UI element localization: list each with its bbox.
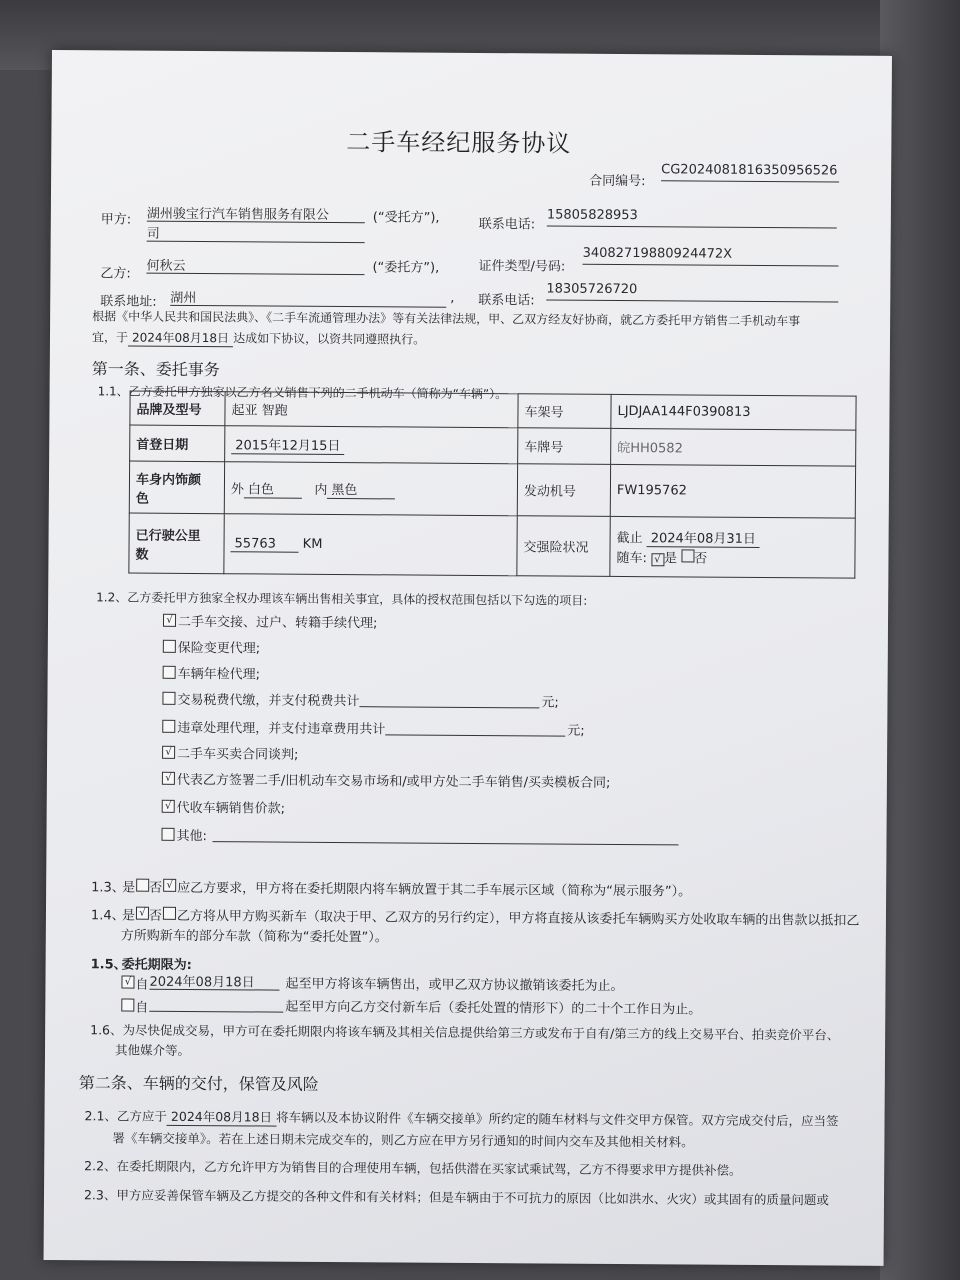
km-unit: KM — [302, 536, 323, 552]
km-label-2: 数 — [135, 547, 149, 563]
plate-label: 车牌号 — [518, 428, 611, 465]
authorization-checkbox[interactable] — [163, 666, 176, 679]
term-option-2-checkbox[interactable] — [121, 999, 134, 1012]
clause-1-4-no-checkbox[interactable] — [163, 907, 176, 920]
authorization-item-label: 违章处理代理，并支付违章费用共计 — [177, 720, 386, 738]
authorization-checkbox[interactable]: √ — [162, 772, 175, 785]
reg-value: 2015年12月15日 — [231, 434, 344, 455]
reg-label: 首登日期 — [130, 425, 225, 462]
intro-line1: 根据《中华人民共和国民法典》、《二手车流通管理办法》等有关法律法规，甲、乙双方经友好协商，就乙方委托甲方销售二手机动车事 — [92, 309, 801, 329]
km-value: 55763 — [231, 536, 299, 552]
intro-date: 2024年08月18日 — [128, 329, 233, 348]
intro-suffix: 达成如下协议，以资共同遵照执行。 — [233, 331, 426, 347]
ins-no-checkbox[interactable] — [681, 549, 694, 562]
clause-1-4-yes-checkbox[interactable]: √ — [136, 907, 149, 920]
party-a-name-line2: 司 — [147, 223, 365, 244]
ins-follow-label: 随车: — [616, 550, 647, 567]
party-b-phone-label: 联系电话: — [478, 292, 535, 309]
color-cell — [224, 462, 517, 516]
clause-1-3-no-checkbox[interactable]: √ — [163, 879, 176, 892]
insurance-cell — [610, 516, 855, 578]
term-option-1-date: 2024年08月18日 — [149, 971, 279, 991]
id-label: 证件类型/号码: — [478, 258, 566, 275]
authorization-item-label: 二手车交接、过户、转籍手续代理; — [177, 614, 378, 632]
clause-2-1-line2: 署《车辆交接单》。若在上述日期未完成交车的，则乙方应在甲方另行通知的时间内交车及其他相关材料。 — [112, 1130, 694, 1150]
color-label — [129, 461, 224, 514]
authorization-checkbox[interactable]: √ — [163, 614, 176, 627]
clause-1-3-yes: 是 — [122, 880, 136, 896]
authorization-checkbox[interactable]: √ — [162, 746, 175, 759]
contract-no: CG2024081816350956526 — [661, 162, 839, 182]
vin-value: LJDJAA144F0390813 — [611, 394, 856, 430]
amount-blank — [359, 688, 539, 708]
document-title: 二手车经纪服务协议 — [346, 128, 572, 158]
party-a-role: (“受托方”), — [372, 210, 440, 226]
contract-page — [44, 50, 892, 1266]
authorization-item-label: 代收车辆销售价款; — [176, 800, 286, 817]
ins-no-label: 否 — [694, 551, 708, 567]
id-number: 340827198809244​72X — [583, 246, 839, 267]
authorization-checkbox[interactable] — [163, 640, 176, 653]
intro-prefix: 宜，于 — [91, 330, 129, 345]
party-a-phone-label: 联系电话: — [478, 216, 536, 233]
amount-unit: 元; — [567, 723, 585, 739]
authorization-item-label: 车辆年检代理; — [177, 666, 261, 683]
km-label-1: 已行驶公里 — [135, 528, 201, 544]
authorization-item-label: 其他: — [176, 828, 207, 845]
km-cell — [224, 514, 517, 576]
reg-cell — [225, 426, 518, 464]
clause-2-2: 2.2、在委托期限内，乙方允许甲方为销售目的合理使用车辆，包括供潜在买家试乘试驾，乙方不得要求甲方提供补偿。 — [84, 1158, 742, 1178]
engine-value: FW195762 — [610, 464, 855, 518]
article-1-title: 第一条、委托事务 — [91, 359, 220, 380]
party-b-label: 乙方: — [100, 266, 131, 282]
article-2-title: 第二条、车辆的交付，保管及风险 — [78, 1073, 319, 1094]
clause-1-4-yes: 是 — [121, 908, 136, 924]
clause-2-1-text: 将车辆以及本协议附件《车辆交接单》所约定的随车材料与文件交甲方保管。双方完成交付后，应当签 — [276, 1109, 839, 1129]
clause-1-3-number: 1.3、 — [91, 880, 125, 896]
clause-1-2: 1.2、乙方委托甲方独家全权办理该车辆出售相关事宜，具体的授权范围包括以下勾选的项目: — [96, 590, 588, 608]
intro-line2 — [92, 328, 425, 348]
term-option-1-checkbox[interactable]: √ — [121, 976, 134, 989]
clause-1-4-no: 否 — [148, 908, 163, 924]
address-label: 联系地址: — [100, 294, 157, 310]
party-a-phone: 15805828953 — [547, 207, 837, 228]
table-row — [130, 425, 856, 466]
party-a-name-line1: 湖州骏宝行汽车销售服务有限公 — [147, 203, 365, 224]
insurance-label: 交强险状况 — [517, 516, 610, 577]
party-b-phone: 18305726720 — [546, 281, 838, 302]
term-option-1-text: 起至甲方将该车辆售出，或甲乙双方协议撤销该委托为止。 — [285, 976, 624, 995]
engine-label: 发动机号 — [517, 464, 610, 517]
clause-1-3-yes-checkbox[interactable] — [136, 879, 149, 892]
color-label-2: 色 — [135, 491, 149, 507]
authorization-item-label: 保险变更代理; — [177, 640, 261, 657]
clause-2-1-prefix: 2.1、乙方应于 — [84, 1108, 168, 1124]
address-comma: , — [450, 290, 455, 306]
table-row — [129, 461, 855, 518]
address: 湖州 — [170, 287, 446, 308]
term-option-1-prefix: 自 — [135, 977, 149, 993]
vin-label: 车架号 — [518, 394, 611, 429]
clause-1-6-line1: 1.6、为尽快促成交易，甲方可在委托期限内将该车辆及其相关信息提供给第三方或发布于自有/第三方的线上交易平台、拍卖竞价平台、 — [90, 1022, 840, 1043]
vehicle-table — [128, 391, 856, 579]
party-b-role: (“委托方”), — [372, 260, 440, 276]
authorization-checkbox[interactable] — [161, 828, 174, 841]
clause-1-1: 1.1、乙方委托甲方独家以乙方名义销售下列的二手机动车（简称为“车辆”）。 — [97, 384, 508, 402]
amount-unit: 元; — [541, 695, 559, 711]
party-b-name: 何秋云 — [146, 255, 364, 276]
clause-1-5-title: 委托期限为: — [121, 957, 192, 973]
ins-yes-label: 是 — [663, 551, 678, 567]
ins-yes-checkbox[interactable]: √ — [651, 553, 664, 566]
ins-until-date: 2024年08月31日 — [647, 527, 760, 548]
ext-prefix: 外 — [230, 481, 245, 497]
authorization-item-label: 交易税费代缴，并支付税费共计 — [177, 692, 360, 710]
plate-value: 皖HH0582 — [611, 428, 856, 466]
clause-2-1-date: 2024年08月18日 — [167, 1107, 276, 1127]
authorization-checkbox[interactable] — [162, 720, 175, 733]
int-color: 黑色 — [327, 478, 395, 498]
authorization-checkbox[interactable] — [162, 692, 175, 705]
table-row — [129, 513, 855, 578]
clause-1-6-line2: 其他媒介等。 — [114, 1042, 191, 1058]
table-row — [130, 391, 856, 430]
brand-label: 品牌及型号 — [130, 391, 225, 426]
brand-value: 起亚 智跑 — [225, 392, 518, 428]
authorization-item-label: 二手车买卖合同谈判; — [177, 746, 299, 763]
term-option-2-date — [149, 993, 283, 1013]
ext-color: 白色 — [244, 478, 302, 498]
int-prefix: 内 — [314, 482, 328, 498]
clause-1-4-text-2: 方所购新车的部分车款（简称为“委托处置”）。 — [120, 928, 388, 946]
term-option-2-text: 起至甲方向乙方交付新车后（委托处置的情形下）的二十个工作日为止。 — [285, 999, 702, 1018]
clause-2-3: 2.3、甲方应妥善保管车辆及乙方提交的各种文件和有关材料；但是车辆由于不可抗力的原因（比如洪水、火灾）或其固有的质量问题或 — [83, 1187, 829, 1208]
authorization-item-label: 代表乙方签署二手/旧机动车交易市场和/或甲方处二手车销售/买卖模板合同; — [176, 772, 611, 791]
background-right — [880, 0, 960, 1280]
clause-1-4-number: 1.4、 — [90, 908, 125, 924]
amount-blank — [385, 716, 565, 736]
party-a-label: 甲方: — [100, 212, 132, 228]
authorization-checkbox[interactable]: √ — [162, 800, 175, 813]
clause-1-5-number: 1.5、 — [90, 957, 127, 973]
clause-1-3-no: 否 — [149, 880, 163, 896]
clause-1-3-text: 应乙方要求，甲方将在委托期限内将车辆放置于其二手车展示区域（简称为“展示服务”）。 — [177, 880, 692, 900]
km-label — [129, 513, 224, 574]
color-label-1: 车身内饰颜 — [135, 472, 202, 488]
other-blank — [212, 823, 678, 845]
contract-no-label: 合同编号: — [589, 173, 646, 190]
clause-2-1-line1 — [84, 1106, 838, 1130]
clause-1-4-text-1: 乙方将从甲方购买新车（取决于甲、乙双方的另行约定），甲方将直接从该委托车辆购买方处收取车辆的出售款以抵扣乙 — [176, 908, 860, 929]
term-option-2-prefix: 自 — [135, 1000, 149, 1016]
ins-until-prefix: 截止 — [616, 530, 643, 547]
